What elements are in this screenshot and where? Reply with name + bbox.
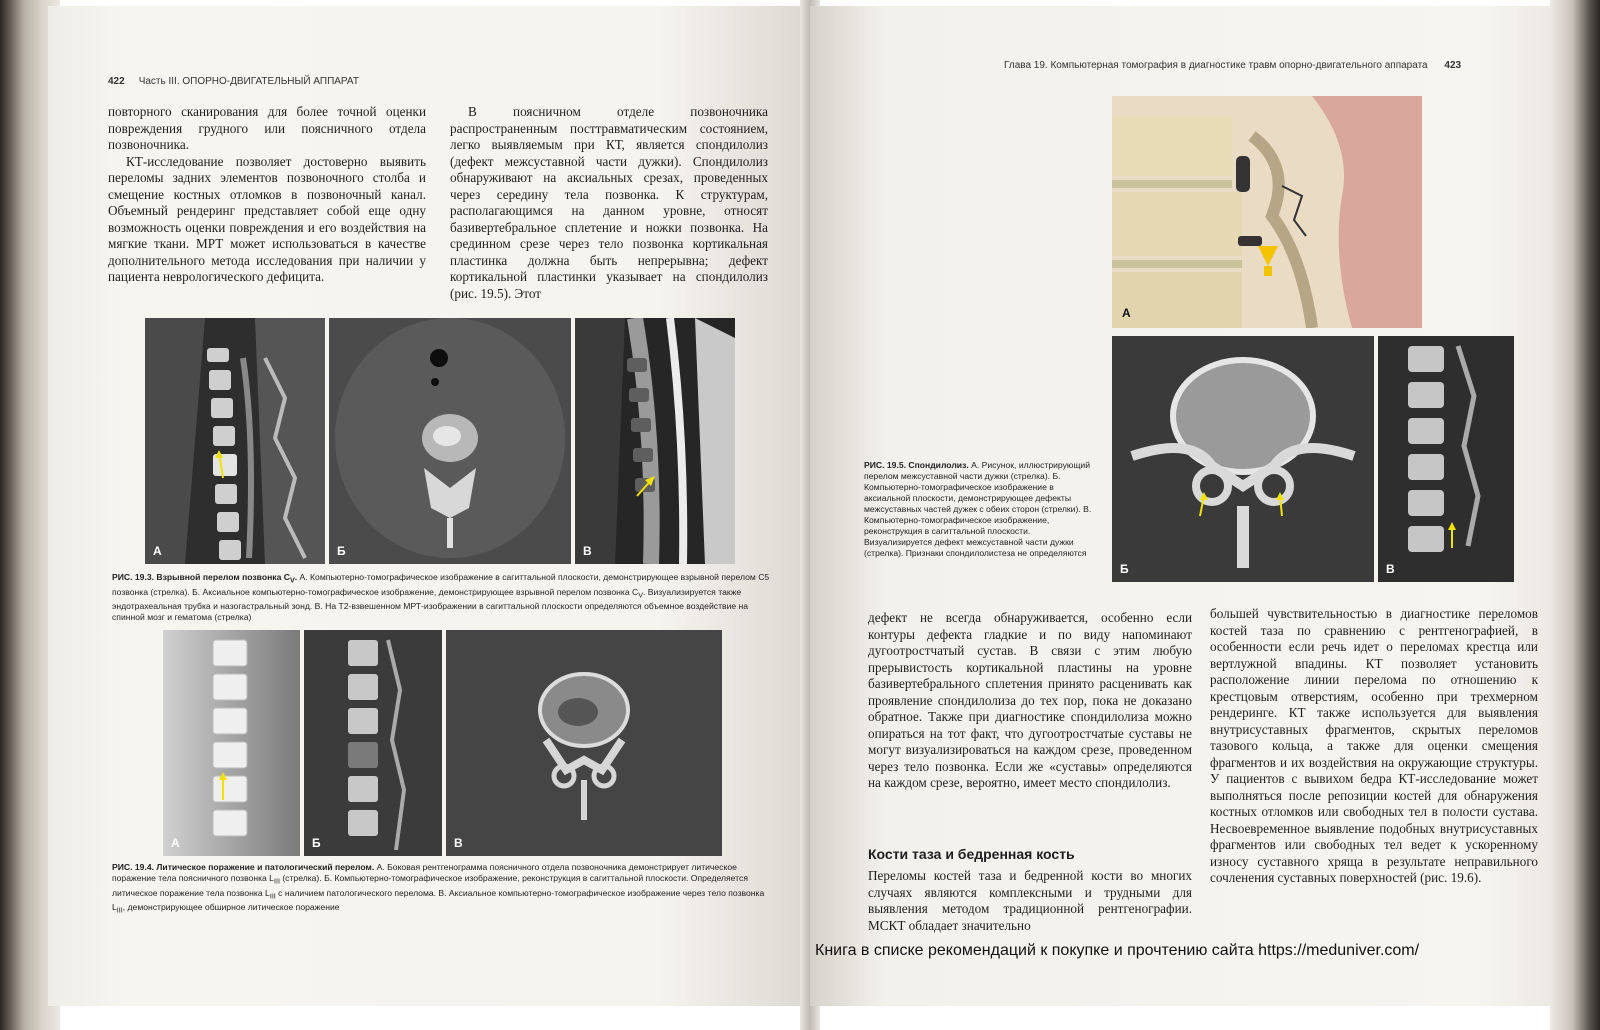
caption-body: , демонстрирующее обширное литическое поражение bbox=[122, 902, 340, 913]
right-text-column-2 bbox=[1210, 606, 1538, 887]
sagittal-ct-spondylolysis-image bbox=[1378, 336, 1514, 582]
fig-19-5-panel-c bbox=[1378, 336, 1514, 582]
left-running-head-text: Часть III. ОПОРНО-ДВИГАТЕЛЬНЫЙ АППАРАТ bbox=[138, 76, 359, 87]
fig-19-4-caption bbox=[112, 862, 778, 917]
caption-body: А. Компьютерно-томографическое изображение в сагиттальной плоскости, демонстрирующее взрывной перелом C5 позвонка (стрелка). Б. Аксиальное компьютерно-томографическое изображение, демонстрирующее взрывной перелом позвонка C bbox=[112, 572, 770, 597]
fig-19-4-panel-a bbox=[163, 630, 300, 856]
paragraph: дефект не всегда обнаруживается, особенно если контуры дефекта гладкие и по виду напоминают дугоотростчатый сустав. В связи с этим любую прерывистость кортикальной пластины на уровне базивертебрального сплетения принято расценивать как проявление спондилолиза до тех пор, пока не доказано обратное. Также при диагностике спондилолиза можно опираться на тот факт, что дугоотростчатые суставы не могут визуализироваться на каждом срезе, проведенном через тело позвонка. Если же «суставы» определяются на каждом срезе, вероятно, имеет место спондилолиз. bbox=[868, 610, 1192, 790]
fig-19-5-panel-b bbox=[1112, 336, 1374, 582]
panel-letter: Б bbox=[312, 836, 321, 850]
caption-subscript: V bbox=[289, 576, 295, 585]
caption-subscript: III bbox=[269, 892, 276, 901]
fig-19-4-panel-c bbox=[446, 630, 722, 856]
paragraph: большей чувствительностью в диагностике переломов костей таза по сравнению с рентгенографией, в особенности если речь идет о переломах крестца или вертлужной впадины. КТ позволяет установить расположение линии перелома по отношению к крестцовым отверстиям, особенно при трехмерном рендеринге. КТ также используется для выявления внутрисуставных фрагментов, скрытых переломов тазового кольца, а также для оценки смещения фрагментов и их воздействия на окружающие структуры. У пациентов с вывихом бедра КТ-исследование может выполняться после репозиции костей для обнаружения костных отломков или свободных тел в полости сустава. Несвоевременное выявление подобных внутрисуставных фрагментов или свободных тел ведет к ускоренному износу суставного хряща в результате неправильного сочленения суставных поверхностей (рис. 19.6). bbox=[1210, 606, 1538, 885]
caption-body: с наличием патологического перелома. В. Аксиальное компьютерно-томографическое изображение через тело позвонка L bbox=[112, 887, 765, 913]
caption-subscript: III bbox=[116, 907, 123, 916]
paragraph: КТ-исследование позволяет достоверно выявить переломы задних элементов позвоночного столба и смещение костных отломков в позвоночный канал. Объемный рендеринг представляет собой еще одну возможность оценки повреждения и его воздействия на мягкие ткани. МРТ может использоваться в качестве дополнительного метода исследования при наличии у пациента неврологического дефицита. bbox=[108, 153, 426, 284]
left-page-number: 422 bbox=[108, 76, 125, 87]
section-title: Кости таза и бедренная кость bbox=[868, 846, 1075, 862]
caption-body: (стрелка). Б. Компьютерно-томографическое изображение, реконструкция в сагиттальной плоскости. Определяется литическое поражение тела позвонка L bbox=[112, 873, 748, 898]
right-running-head bbox=[1004, 60, 1461, 71]
panel-letter: В bbox=[1386, 562, 1395, 576]
panel-letter: В bbox=[454, 836, 463, 850]
panel-letter: А bbox=[171, 836, 180, 850]
axial-ct-neck-image bbox=[329, 318, 571, 564]
left-text-column-2 bbox=[450, 104, 768, 302]
caption-title: РИС. 19.3. Взрывной перелом позвонка C bbox=[112, 572, 290, 582]
paragraph: В поясничном отделе позвоночника распространенным посттравматическим состоянием, легко выявляемым при КТ, является спондилолиз (дефект межсуставной части дужки). Спондилолиз обнаруживают на аксиальных срезах, проведенных через середину тела позвонка. К структурам, располагающимся на данном уровне, относят базивертебральное сплетение и ножки позвонка. На срединном срезе через тело позвонка кортикальная пластинка должна быть непрерывна; дефект кортикальной пластинки указывает на спондилолиз (рис. 19.5). Этот bbox=[450, 104, 768, 301]
panel-letter: А bbox=[153, 544, 162, 558]
caption-subscript: V bbox=[638, 591, 643, 600]
panel-letter: Б bbox=[337, 544, 346, 558]
caption-title: РИС. 19.5. Спондилолиз. bbox=[864, 460, 969, 470]
panel-letter: В bbox=[583, 544, 592, 558]
fig-19-3-panel-b bbox=[329, 318, 571, 564]
fig-19-3-panel-c bbox=[575, 318, 735, 564]
right-text-column-1-top bbox=[868, 610, 1192, 792]
caption-body: А. Боковая рентгенограмма поясничного отдела позвоночника демонстрирует литическое поражение тела поясничного позвонка L bbox=[112, 862, 737, 883]
fig-19-5-panel-a bbox=[1112, 96, 1422, 328]
paragraph: повторного сканирования для более точной оценки повреждения грудного или поясничного отдела позвоночника. bbox=[108, 104, 426, 152]
lateral-xray-lumbar-image bbox=[163, 630, 300, 856]
caption-subscript: III bbox=[273, 877, 280, 886]
left-running-head bbox=[108, 76, 359, 87]
spondylolysis-illustration bbox=[1112, 96, 1422, 328]
left-text-column-1 bbox=[108, 104, 426, 286]
axial-ct-spondylolysis-image bbox=[1112, 336, 1374, 582]
site-watermark: Книга в списке рекомендаций к покупке и прочтению сайта https://meduniver.com/ bbox=[815, 942, 1420, 959]
book-edge-right bbox=[1550, 0, 1600, 1030]
panel-letter: А bbox=[1122, 306, 1131, 320]
caption-body: А. Рисунок, иллюстрирующий перелом межсуставной части дужки (стрелка). Б. Компьютерно-томографическое изображение в аксиальной плоскости, демонстрирующее дефекты межсуставных частей дужек с обеих сторон (стрелки). В. Компьютерно-томографическое изображение, реконструкция в сагиттальной плоскости. Визуализируется дефект межсуставной части дужки (стрелка). Признаки спондилолистеза не определяются bbox=[864, 460, 1092, 558]
caption-body-end: . Визуализируется также эндотрахеальная трубка и назогастральный зонд. В. На T2-взвешенном МРТ-изображении в сагиттальной плоскости определяются объемное воздействие на спинной мозг и гематома (стрелка) bbox=[112, 586, 749, 623]
paragraph: Переломы костей таза и бедренной кости во многих случаях являются комплексными и трудными для выявления методом традиционной рентгенографии. МСКТ обладает значительно bbox=[868, 868, 1192, 933]
sagittal-ct-lumbar-image bbox=[304, 630, 442, 856]
sagittal-ct-neck-image bbox=[145, 318, 325, 564]
fig-19-3-caption bbox=[112, 572, 778, 623]
caption-title: РИС. 19.4. Литическое поражение и патологический перелом. bbox=[112, 862, 375, 872]
sagittal-mri-neck-image bbox=[575, 318, 735, 564]
caption-title-end: . bbox=[294, 572, 298, 582]
right-running-head-text: Глава 19. Компьютерная томография в диагностике травм опорно-двигательного аппарата bbox=[1004, 60, 1428, 71]
right-page-number: 423 bbox=[1444, 60, 1462, 71]
fig-19-4-panel-b bbox=[304, 630, 442, 856]
fig-19-5-caption bbox=[864, 460, 1092, 559]
panel-letter: Б bbox=[1120, 562, 1129, 576]
axial-ct-lumbar-image bbox=[446, 630, 722, 856]
right-text-column-1-bottom bbox=[868, 868, 1192, 934]
fig-19-3-panel-a bbox=[145, 318, 325, 564]
